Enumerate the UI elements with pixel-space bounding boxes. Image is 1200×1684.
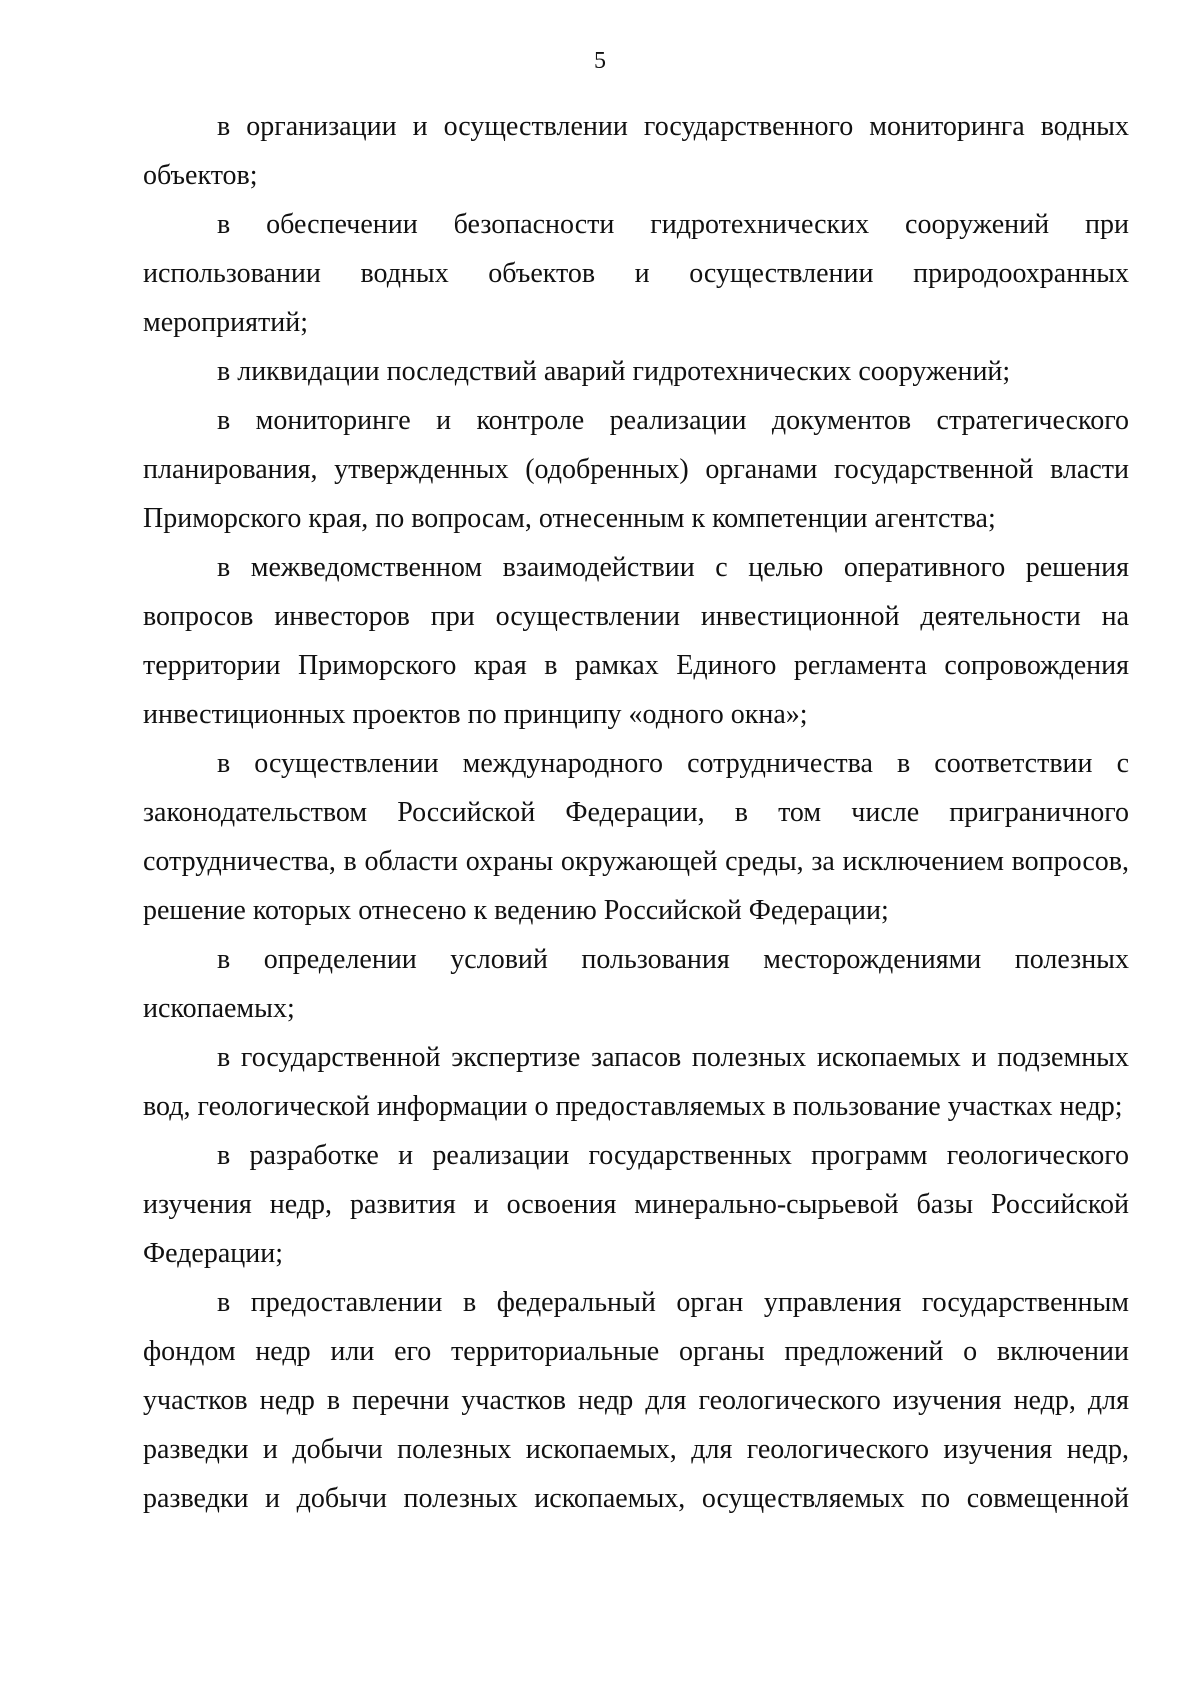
paragraph-water-monitoring: в организации и осуществлении государственного мониторинга водных объектов; [143, 111, 1129, 191]
paragraph-hydraulic-safety: в обеспечении безопасности гидротехнических сооружений при использовании водных объектов и осуществлении природоохранных мероприятий; [143, 209, 1129, 338]
paragraph-subsoil-proposals: в предоставлении в федеральный орган управления государственным фондом недр или его территориальные органы предложений о включении участков недр в перечни участков недр для геологического изучения недр, для разведки и добычи полезных ископаемых, для геологического изучения недр, разведки и добычи полезных ископаемых, осуществляемых по совмещенной [143, 1287, 1129, 1514]
paragraph-state-expertise: в государственной экспертизе запасов полезных ископаемых и подземных вод, геологической информации о предоставляемых в пользование участках недр; [143, 1042, 1129, 1122]
paragraph-investor-interaction: в межведомственном взаимодействии с целью оперативного решения вопросов инвесторов при осуществлении инвестиционной деятельности на территории Приморского края в рамках Единого регламента сопровождения инвестиционных проектов по принципу «одного окна»; [143, 552, 1129, 730]
paragraph-strategic-planning: в мониторинге и контроле реализации документов стратегического планирования, утвержденных (одобренных) органами государственной власти Приморского края, по вопросам, отнесенным к компетенции агентства; [143, 405, 1129, 534]
paragraph-deposit-conditions: в определении условий пользования месторождениями полезных ископаемых; [143, 944, 1129, 1024]
paragraph-international-cooperation: в осуществлении международного сотрудничества в соответствии с законодательством Российской Федерации, в том числе приграничного сотрудничества, в области охраны окружающей среды, за исключением вопросов, решение которых отнесено к ведению Российской Федерации; [143, 748, 1129, 926]
document-body [143, 102, 1129, 1523]
paragraph-geological-programs: в разработке и реализации государственных программ геологического изучения недр, развития и освоения минерально-сырьевой базы Российской Федерации; [143, 1140, 1129, 1269]
page-number: 5 [594, 48, 606, 74]
paragraph-accident-liquidation: в ликвидации последствий аварий гидротехнических сооружений; [217, 356, 1011, 387]
